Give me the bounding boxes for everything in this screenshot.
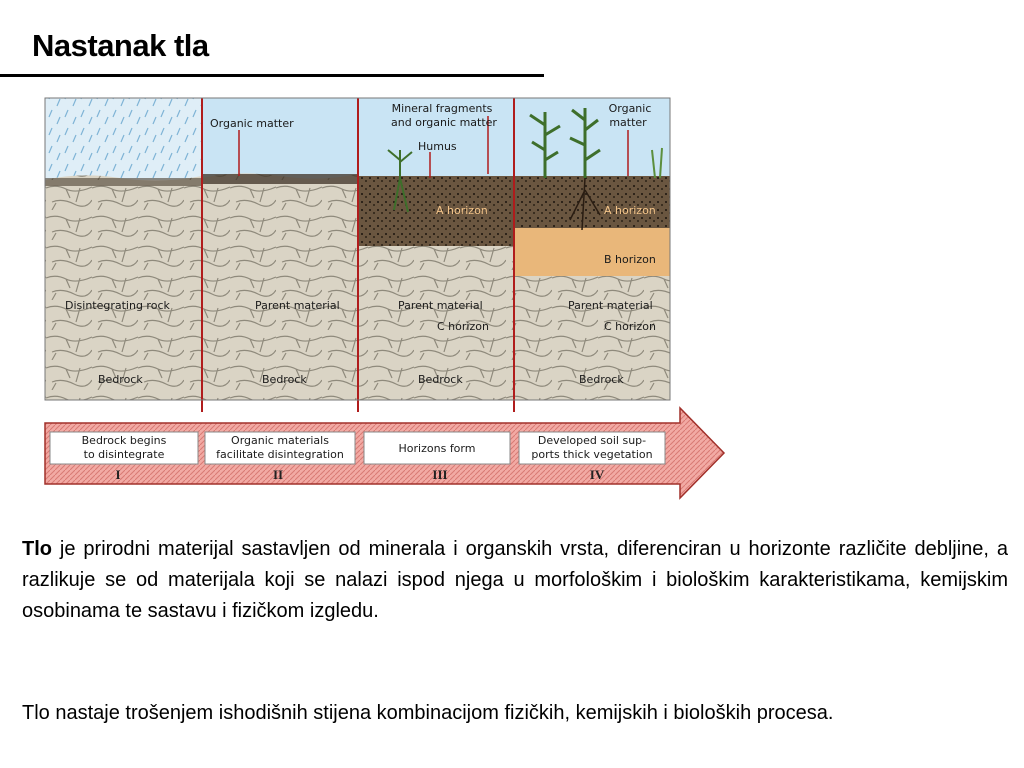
label-bedrock-4: Bedrock (579, 373, 624, 386)
stage-numeral-3: III (432, 467, 448, 482)
label-matter-4: matter (609, 116, 647, 129)
label-b-horizon-4: B horizon (604, 253, 656, 266)
label-parent-material-3: Parent material (398, 299, 483, 312)
label-mineral-fragments: Mineral fragments (391, 102, 493, 115)
label-bedrock-2: Bedrock (262, 373, 307, 386)
label-humus: Humus (418, 140, 457, 153)
stage-numeral-4: IV (589, 467, 605, 482)
label-c-horizon-4: C horizon (604, 320, 656, 333)
arrow-box-4-line-2: ports thick vegetation (531, 448, 653, 461)
label-a-horizon-3: A horizon (436, 204, 488, 217)
arrow-box-2-line-1: Organic materials (231, 434, 329, 447)
stage-4-panel (514, 98, 670, 400)
definition-text: je prirodni materijal sastavljen od minerala i organskih vrsta, diferenciran u horizonte različite debljine, a razlikuje se od materijala koji se nalazi ispod njega u morfološkim i biološkim karakteristikama, kemijskim osobinama te sastavu i fizičkom izgledu. (22, 538, 1008, 622)
label-parent-material-4: Parent material (568, 299, 653, 312)
arrow-box-1-line-2: to disintegrate (83, 448, 165, 461)
label-organic-4: Organic (608, 102, 652, 115)
arrow-box-2-line-2: facilitate disintegration (216, 448, 344, 461)
definition-term: Tlo (22, 538, 52, 560)
arrow-box-1-line-1: Bedrock begins (81, 434, 167, 447)
label-c-horizon-3: C horizon (437, 320, 489, 333)
label-parent-material-2: Parent material (255, 299, 340, 312)
stage-2-panel (202, 98, 358, 400)
page-title: Nastanak tla (32, 28, 209, 63)
formation-paragraph: Tlo nastaje trošenjem ishodišnih stijena kombinacijom fizičkih, kemijskih i bioloških procesa. (22, 702, 834, 724)
stage-numeral-2: II (272, 467, 284, 482)
stage-1-panel (45, 98, 202, 400)
stage-numeral-1: I (115, 467, 121, 482)
label-bedrock-3: Bedrock (418, 373, 463, 386)
label-disintegrating-rock: Disintegrating rock (65, 299, 170, 312)
definition-paragraph (22, 534, 1008, 627)
label-bedrock-1: Bedrock (98, 373, 143, 386)
label-and-organic-matter: and organic matter (391, 116, 497, 129)
label-organic-matter-2: Organic matter (210, 117, 294, 130)
arrow-box-3: Horizons form (398, 442, 476, 455)
label-a-horizon-4: A horizon (604, 204, 656, 217)
arrow-box-4-line-1: Developed soil sup- (537, 434, 647, 447)
